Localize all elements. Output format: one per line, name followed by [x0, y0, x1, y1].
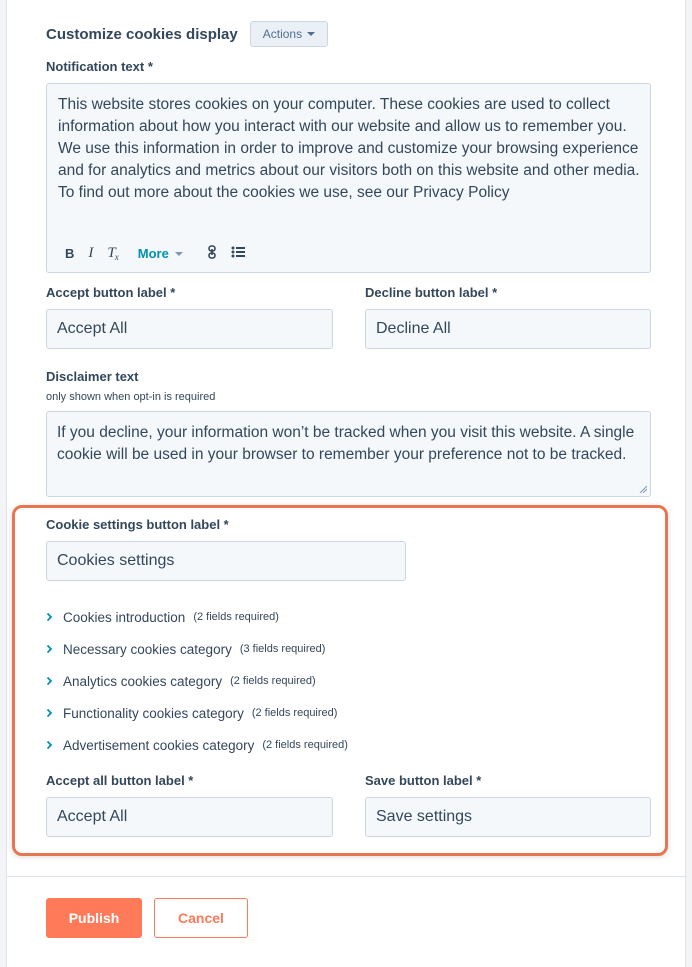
required-count: (2 fields required) [262, 739, 348, 751]
required-count: (3 fields required) [239, 643, 326, 655]
accept-all-button-input[interactable]: Accept All [46, 797, 333, 837]
disclaimer-textarea[interactable] [46, 411, 651, 497]
required-count: (2 fields required) [230, 675, 316, 687]
accordion-label: Functionality cookies category [63, 705, 244, 721]
section-title: Customize cookies display [46, 25, 238, 43]
notification-text-editor[interactable] [46, 83, 651, 273]
italic-icon[interactable]: I [88, 245, 94, 261]
resize-handle-icon[interactable] [639, 485, 647, 493]
accordion-advertisement-cookies[interactable] [46, 729, 348, 761]
bulleted-list-icon[interactable] [231, 246, 245, 261]
notification-text-label: Notification text * [46, 59, 153, 74]
chevron-right-icon [46, 740, 56, 750]
cancel-button[interactable]: Cancel [154, 898, 248, 938]
link-icon[interactable] [207, 245, 217, 262]
accordion-label: Advertisement cookies category [63, 737, 255, 753]
notification-text-content[interactable]: This website stores cookies on your computer. These cookies are used to collect information about how you interact with our website and allow us to remember you. We use this information in order to improve and customize your browsing experience and for analytics and metrics about our visitors both on this website and other media. To find out more about the cookies we use, see our Privacy Policy [58, 96, 640, 201]
cookie-settings-panel [6, 0, 686, 967]
accordion-label: Cookies introduction [63, 609, 186, 625]
disclaimer-hint: only shown when opt-in is required [46, 391, 216, 403]
caret-down-icon [307, 32, 315, 36]
accordion-cookies-introduction[interactable] [46, 601, 348, 633]
accept-all-button-label: Accept all button label * [46, 773, 194, 788]
chevron-right-icon [46, 612, 56, 622]
accept-button-input[interactable]: Accept All [46, 309, 333, 349]
save-button-label: Save button label * [365, 773, 482, 788]
publish-button[interactable]: Publish [46, 898, 142, 938]
accordion-label: Analytics cookies category [63, 673, 223, 689]
more-label: More [137, 246, 169, 261]
required-count: (2 fields required) [193, 611, 279, 623]
save-button-input[interactable]: Save settings [365, 797, 651, 837]
footer-divider [7, 876, 687, 877]
caret-down-icon [175, 252, 183, 256]
actions-dropdown-button[interactable] [250, 21, 328, 47]
decline-button-input[interactable]: Decline All [365, 309, 651, 349]
rich-text-toolbar [65, 245, 259, 262]
cookie-settings-button-input[interactable]: Cookies settings [46, 541, 406, 581]
accordion-analytics-cookies[interactable] [46, 665, 348, 697]
cookie-category-list [46, 601, 348, 761]
chevron-right-icon [46, 644, 56, 654]
more-dropdown[interactable] [138, 246, 183, 261]
clear-format-glyph: T [107, 245, 116, 261]
accept-button-label: Accept button label * [46, 285, 176, 300]
accordion-necessary-cookies[interactable] [46, 633, 348, 665]
clear-format-icon[interactable]: $T_x$ [107, 245, 119, 262]
chevron-right-icon [46, 708, 56, 718]
chevron-right-icon [46, 676, 56, 686]
decline-button-label: Decline button label * [365, 285, 498, 300]
disclaimer-text-label: Disclaimer text [46, 369, 139, 384]
actions-label: Actions [262, 27, 303, 41]
accordion-label: Necessary cookies category [63, 641, 232, 657]
accordion-functionality-cookies[interactable] [46, 697, 348, 729]
cookie-settings-button-label: Cookie settings button label * [46, 517, 229, 532]
bold-icon[interactable]: B [65, 246, 75, 261]
required-count: (2 fields required) [251, 707, 338, 719]
section-header [46, 21, 328, 47]
disclaimer-text-content: If you decline, your information won’t be tracked when you visit this website. A single cookie will be used in your browser to remember your preference not to be tracked. [57, 424, 635, 463]
